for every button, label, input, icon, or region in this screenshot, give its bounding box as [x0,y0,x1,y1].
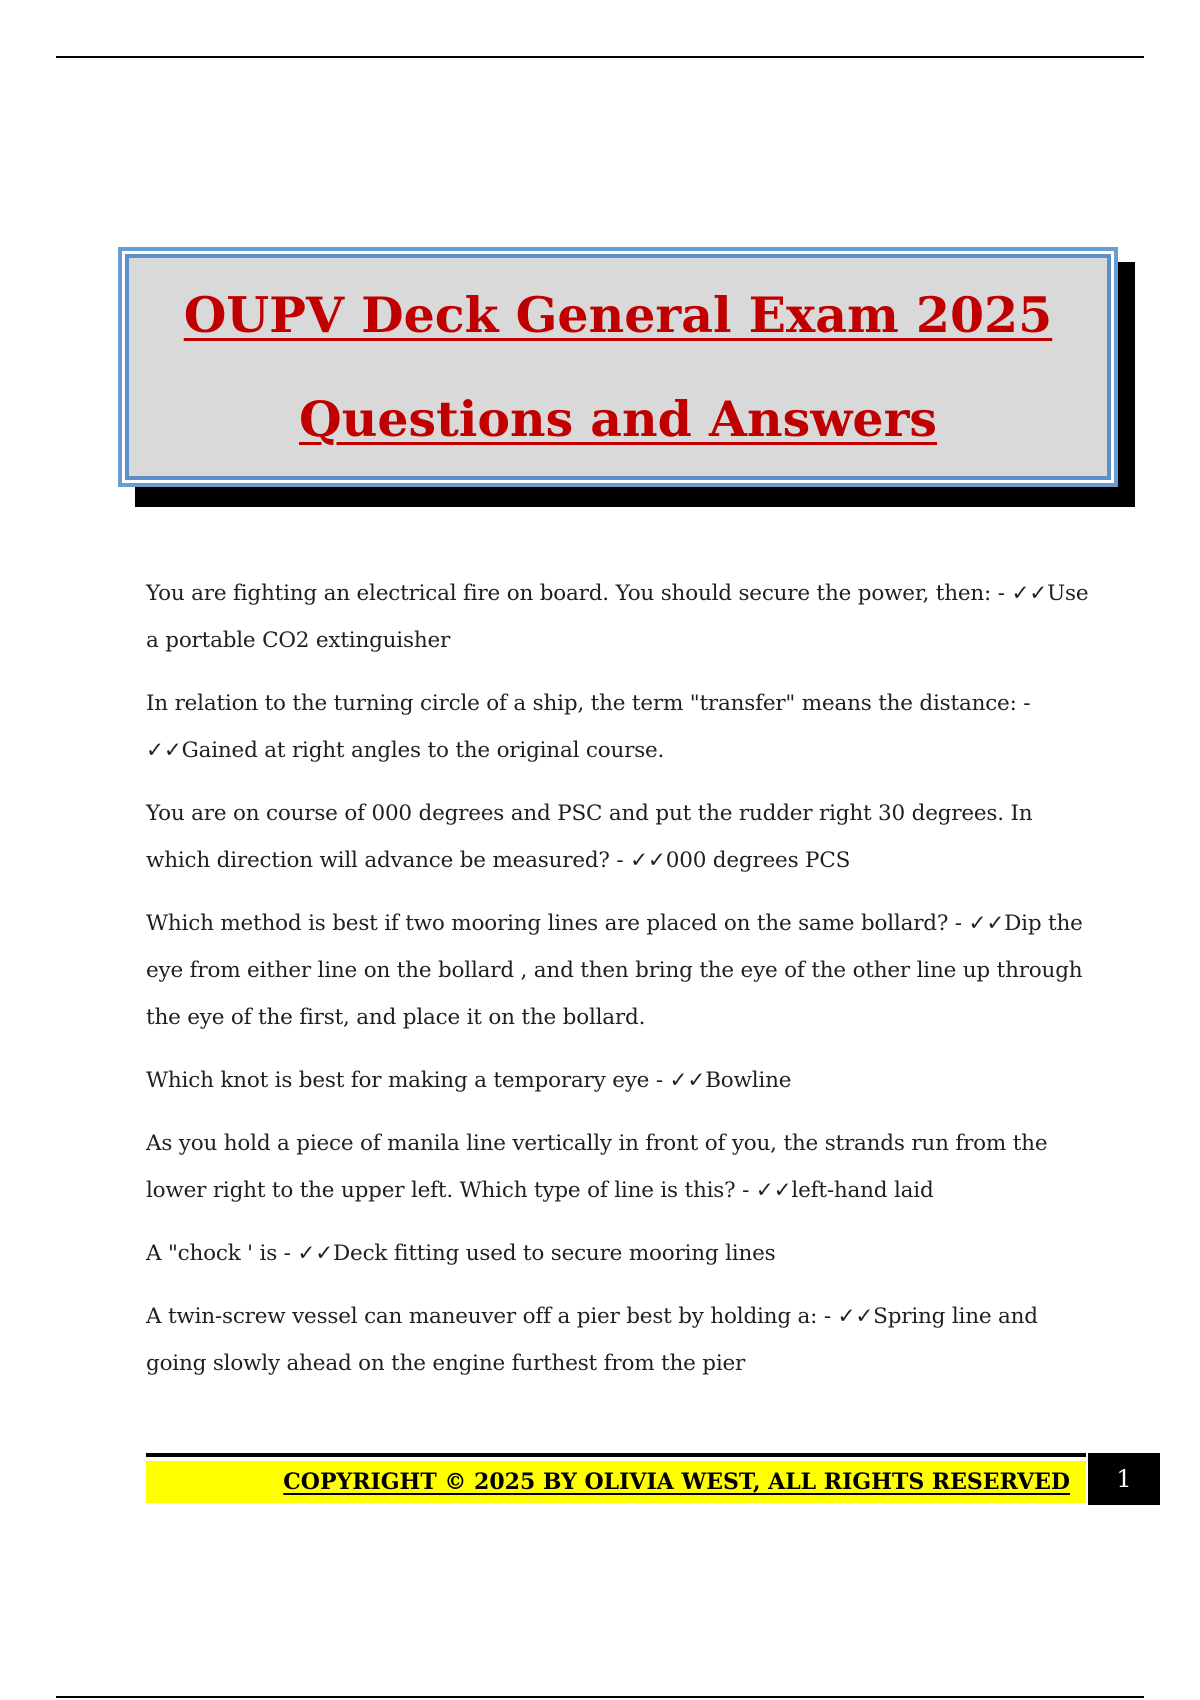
check-mark-icon: ✓✓ [146,738,182,763]
title-line-2: Questions and Answers [299,390,937,448]
question-text: You are fighting an electrical fire on board. You should secure the power, then: - [146,581,1012,606]
footer-bar [146,1461,1086,1503]
footer-rule [146,1453,1086,1457]
qa-item [146,570,1096,664]
check-mark-icon: ✓✓ [297,1241,334,1266]
question-text: You are on course of 000 degrees and PSC and put the rudder right 30 degrees. In which direction will advance be measured? - [146,801,1033,873]
check-mark-icon: ✓✓ [755,1178,792,1203]
qa-item [146,1230,1096,1277]
answer-text: Spring line and going slowly ahead on the engine furthest from the pier [146,1304,1038,1376]
qa-item [146,1293,1096,1387]
title-box [118,247,1118,487]
answer-text: 000 degrees PCS [665,848,851,873]
answer-text: Deck fitting used to secure mooring lines [333,1241,776,1266]
answer-text: Use a portable CO2 extinguisher [146,581,1089,653]
copyright-notice: COPYRIGHT © 2025 BY OLIVIA WEST, ALL RIGHTS RESERVED [283,1469,1070,1495]
check-mark-icon: ✓✓ [968,911,1005,936]
question-text: A "chock ' is - [146,1241,298,1266]
answer-text: left-hand laid [791,1178,934,1203]
answer-text: Gained at right angles to the original course. [181,738,665,763]
top-rule [56,56,1144,58]
check-mark-icon: ✓✓ [1011,581,1048,606]
check-mark-icon: ✓✓ [630,848,666,873]
answer-text: Bowline [705,1068,792,1093]
page-number: 1 [1088,1453,1160,1505]
title-line-1: OUPV Deck General Exam 2025 [183,286,1053,344]
check-mark-icon: ✓✓ [837,1304,874,1329]
qa-item [146,1057,1096,1104]
question-text: Which knot is best for making a temporary eye - [146,1068,670,1093]
answer-text: Dip the eye from either line on the bollard , and then bring the eye of the other line up through the eye of the first, and place it on the bollard. [146,911,1083,1030]
question-text: A twin-screw vessel can maneuver off a pier best by holding a: - [146,1304,838,1329]
check-mark-icon: ✓✓ [669,1068,706,1093]
qa-item [146,1120,1096,1214]
qa-item [146,790,1096,884]
question-text: As you hold a piece of manila line vertically in front of you, the strands run from the lower right to the upper left. Which type of line is this? - [146,1131,1048,1203]
question-text: In relation to the turning circle of a ship, the term "transfer" means the distance: - [146,691,1031,716]
qa-item [146,680,1096,774]
bottom-rule [56,1696,1144,1698]
qa-item [146,900,1096,1041]
question-text: Which method is best if two mooring lines are placed on the same bollard? - [146,911,969,936]
qa-list [146,570,1096,1403]
